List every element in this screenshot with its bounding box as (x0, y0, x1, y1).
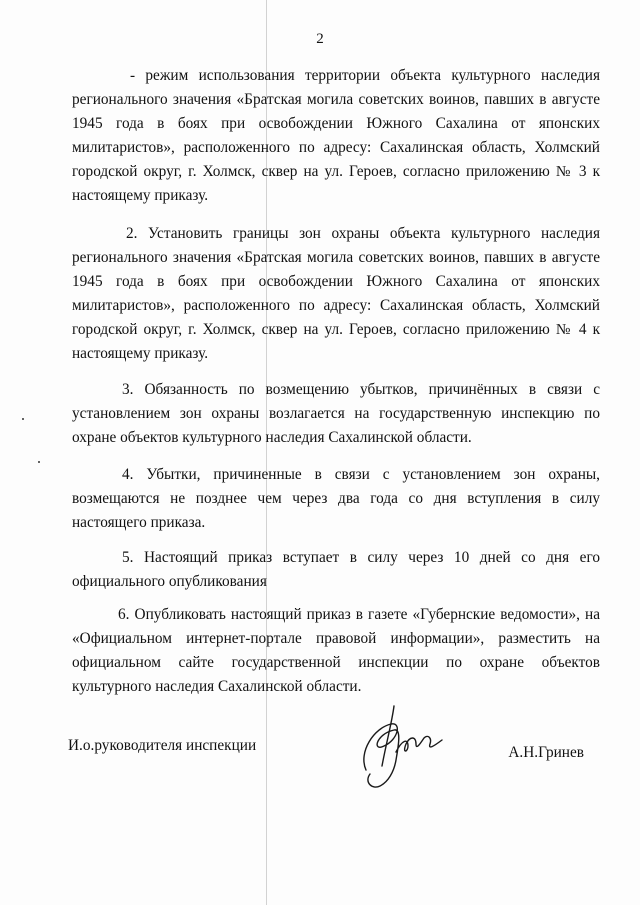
paragraph-item-4: 4. Убытки, причиненные в связи с установлением зон охраны, возмещаются не позднее чем через два года со дня вступления в силу настоящего приказа. (72, 466, 600, 531)
paragraph-item-3: 3. Обязанность по возмещению убытков, причинённых в связи с установлением зон охраны возлагается на государственную инспекцию по охране объектов культурного наследия Сахалинской области. (72, 381, 600, 446)
scan-speck (22, 418, 24, 420)
signatory-name: А.Н.Гринев (508, 744, 584, 761)
paragraph-item-6: 6. Опубликовать настоящий приказ в газете «Губернские ведомости», на «Официальном интернет-портале правовой информации», разместить на официальном сайте государственной инспекции по охране объектов культурного наследия Сахалинской области. (72, 606, 600, 695)
paragraph-item-2: 2. Установить границы зон охраны объекта культурного наследия регионального значения «Братская могила советских воинов, павших в августе 1945 года в боях при освобождении Южного Сахалина от японских милитаристов», расположенного по адресу: Сахалинская область, Холмский городской округ, г. Холмск, сквер на ул. Героев, согласно приложению № 4 к настоящему приказу. (72, 225, 600, 362)
signatory-title: И.о.руководителя инспекции (68, 737, 257, 754)
scan-speck (38, 461, 40, 463)
signature-image (336, 700, 456, 795)
paragraph-item-5: 5. Настоящий приказ вступает в силу через 10 дней со дня его официального опубликования (72, 549, 600, 590)
page-number: 2 (316, 31, 324, 47)
paragraph-regime: - режим использования территории объекта культурного наследия регионального значения «Братская могила советских воинов, павших в августе 1945 года в боях при освобождении Южного Сахалина от японских милитаристов», расположенного по адресу: Сахалинская область, Холмский городской округ, г. Холмск, сквер на ул. Героев, согласно приложению № 3 к настоящему приказу. (72, 67, 600, 204)
